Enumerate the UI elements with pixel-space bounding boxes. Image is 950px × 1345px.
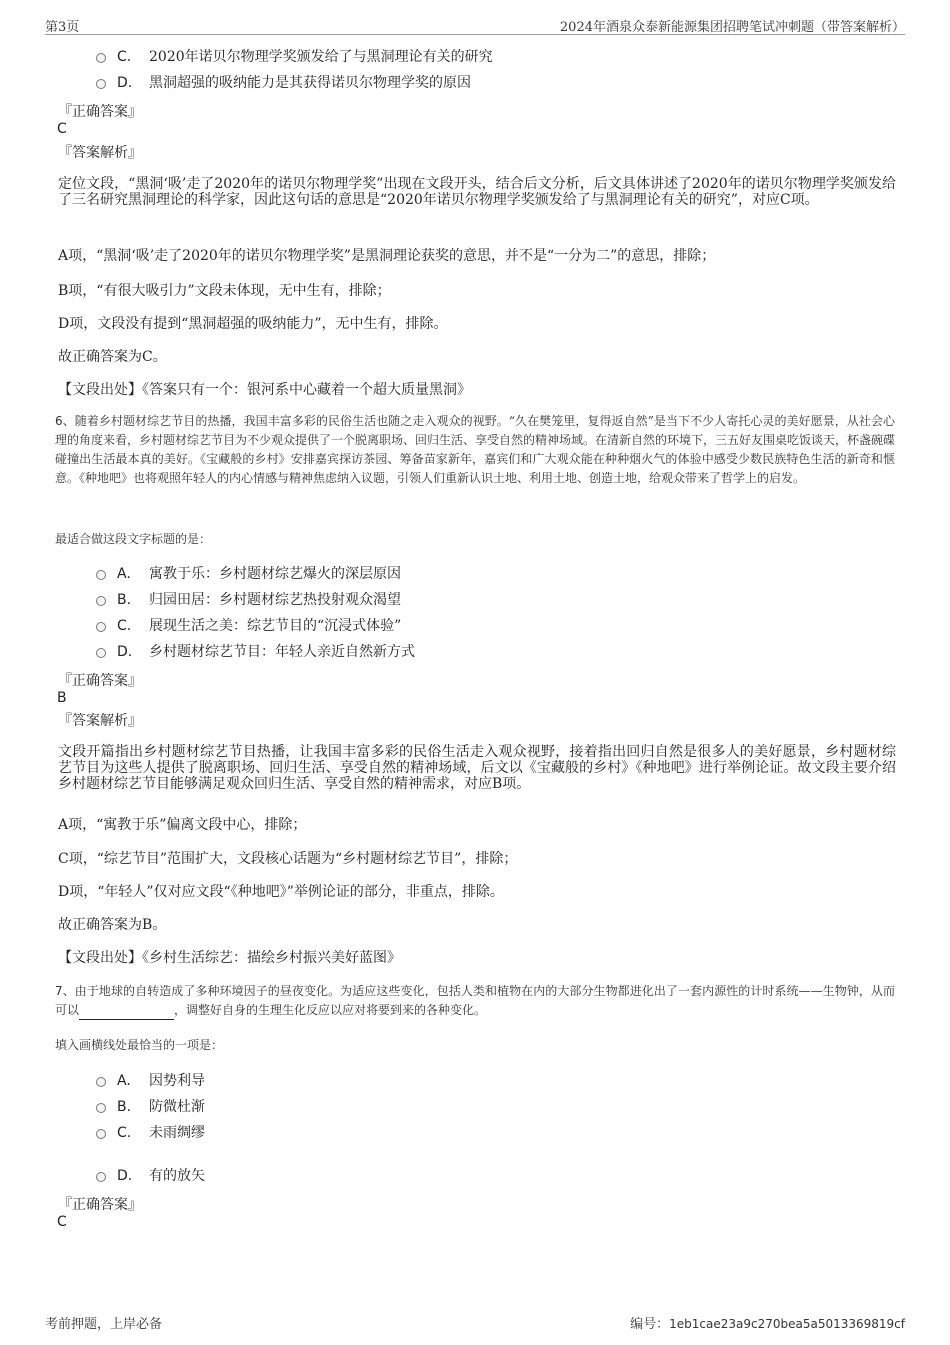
q5-option-c[interactable]: C. 2020年诺贝尔物理学奖颁发给了与黑洞理论有关的研究 (96, 47, 493, 67)
radio-icon[interactable] (96, 53, 106, 63)
q6-answer-label: 『正确答案』 (58, 673, 142, 689)
q5-analysis-label: 『答案解析』 (58, 145, 142, 161)
q7-option-a[interactable]: A. 因势利导 (96, 1071, 205, 1091)
q6-analysis-label: 『答案解析』 (58, 713, 142, 729)
q5-analysis-b: B项，“有很大吸引力”文段未体现，无中生有，排除； (58, 283, 391, 299)
q5-analysis: 定位文段，“黑洞‘吸’走了2020年的诺贝尔物理学奖”出现在文段开头，结合后文分析，后文具体讲述了2020年的诺贝尔物理学奖颁发给了三名研究黑洞理论的科学家，因此这句话的意思是“2020年诺贝尔物理学奖颁发给了与黑洞理论有关的研究”，对应C项。 (58, 176, 896, 208)
document-title: 2024年酒泉众泰新能源集团招聘笔试冲刺题（带答案解析） (559, 20, 905, 35)
q5-answer-label: 『正确答案』 (58, 104, 142, 120)
radio-icon[interactable] (96, 622, 106, 632)
radio-icon[interactable] (96, 1077, 106, 1087)
q6-analysis: 文段开篇指出乡村题材综艺节目热播，让我国丰富多彩的民俗生活走入观众视野，接着指出回归自然是很多人的美好愿景，乡村题材综艺节目为这些人提供了脱离职场、回归生活、享受自然的精神场域，后文以《宝藏般的乡村》《种地吧》进行举例论证。故文段主要介绍乡村题材综艺节目能够满足观众回归生活、享受自然的精神需求，对应B项。 (58, 744, 896, 792)
q6-conclusion: 故正确答案为B。 (58, 917, 167, 933)
q7-option-b[interactable]: B. 防微杜渐 (96, 1097, 205, 1117)
q5-analysis-d: D项，文段没有提到“黑洞超强的吸纳能力”，无中生有，排除。 (58, 316, 448, 332)
q5-source: 【文段出处】《答案只有一个：银河系中心藏着一个超大质量黑洞》 (58, 382, 471, 398)
q7-stem: 填入画横线处最恰当的一项是： (55, 1038, 224, 1052)
footer-slogan: 考前押题，上岸必备 (45, 1317, 163, 1332)
q5-answer: C (57, 121, 67, 137)
q6-option-d[interactable]: D. 乡村题材综艺节目：年轻人亲近自然新方式 (96, 642, 415, 662)
page-header (45, 14, 905, 35)
q6-option-a[interactable]: A. 寓教于乐：乡村题材综艺爆火的深层原因 (96, 564, 401, 584)
radio-icon[interactable] (96, 79, 106, 89)
q5-conclusion: 故正确答案为C。 (58, 349, 167, 365)
q7-answer-label: 『正确答案』 (58, 1197, 142, 1213)
page-footer (45, 1313, 905, 1331)
q6-analysis-a: A项，“寓教于乐”偏离文段中心，排除； (58, 817, 307, 833)
radio-icon[interactable] (96, 648, 106, 658)
document-code: 编号：1eb1cae23a9c270bea5a5013369819cf (630, 1317, 905, 1332)
radio-icon[interactable] (96, 596, 106, 606)
fill-blank (79, 1007, 174, 1020)
q7-passage: 7、由于地球的自转造成了多种环境因子的昼夜变化。为适应这些变化，包括人类和植物在内的大部分生物都进化出了一套内源性的计时系统——生物钟，从而可以 ，调整好自身的生理生化反应以应对将要到来的各种变化。 (55, 982, 895, 1020)
q7-answer: C (57, 1214, 67, 1230)
q6-stem: 最适合做这段文字标题的是： (55, 532, 212, 546)
q6-passage: 6、随着乡村题材综艺节目的热播，我国丰富多彩的民俗生活也随之走入观众的视野。“久在樊笼里，复得返自然”是当下不少人寄托心灵的美好愿景，从社会心理的角度来看，乡村题材综艺节目为不少观众提供了一个脱离职场、回归生活、享受自然的精神场域。在清新自然的环境下，三五好友围桌吃饭谈天，杯盏碗碟碰撞出生活最本真的美好。《宝藏般的乡村》安排嘉宾探访茶园、筹备苗家新年，嘉宾们和广大观众能在种种烟火气的体验中感受少数民族特色生活的新奇和惬意。《种地吧》也将观照年轻人的内心情感与精神焦虑纳入议题，引领人们重新认识土地、利用土地、创造土地，给观众带来了哲学上的启发。 (55, 414, 896, 485)
q7-option-c[interactable]: C. 未雨绸缪 (96, 1123, 205, 1143)
q6-source: 【文段出处】《乡村生活综艺：描绘乡村振兴美好蓝图》 (58, 950, 401, 966)
q6-option-b[interactable]: B. 归园田居：乡村题材综艺热投射观众渴望 (96, 590, 401, 610)
radio-icon[interactable] (96, 1129, 106, 1139)
q5-option-d[interactable]: D. 黑洞超强的吸纳能力是其获得诺贝尔物理学奖的原因 (96, 73, 471, 93)
q6-analysis-d: D项，“年轻人”仅对应文段“《种地吧》”举例论证的部分，非重点，排除。 (58, 884, 504, 900)
q6-option-c[interactable]: C. 展现生活之美：综艺节目的“沉浸式体验” (96, 616, 401, 636)
q5-analysis-a: A项，“黑洞‘吸’走了2020年的诺贝尔物理学奖”是黑洞理论获奖的意思，并不是“一分为二”的意思，排除； (58, 248, 716, 264)
radio-icon[interactable] (96, 1103, 106, 1113)
page-number: 第3页 (45, 20, 80, 35)
radio-icon[interactable] (96, 570, 106, 580)
q6-answer: B (57, 690, 67, 706)
q7-option-d[interactable]: D. 有的放矢 (96, 1166, 205, 1186)
radio-icon[interactable] (96, 1172, 106, 1182)
q6-analysis-c: C项，“综艺节目”范围扩大，文段核心话题为“乡村题材综艺节目”，排除； (58, 851, 518, 867)
